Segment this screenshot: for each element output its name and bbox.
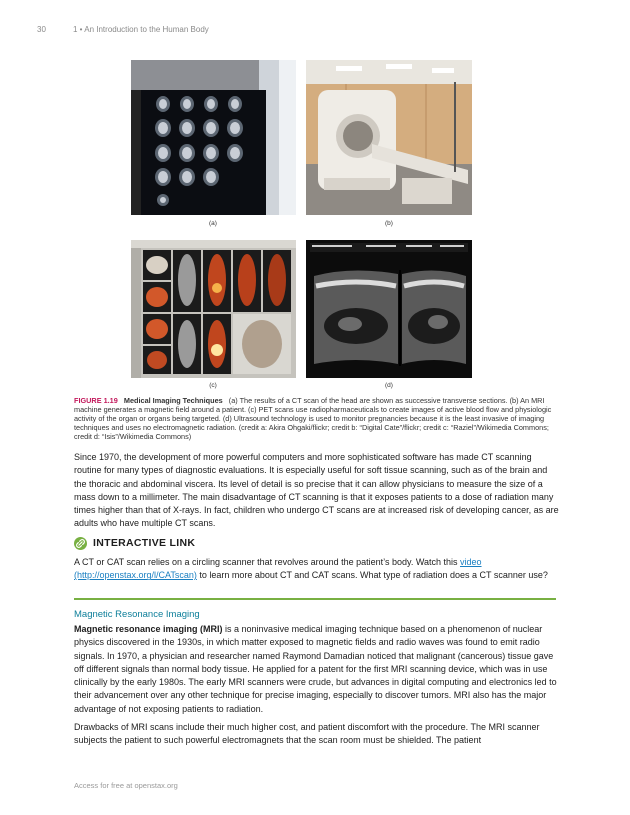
mri-section-title: Magnetic Resonance Imaging: [74, 609, 200, 620]
mri-paragraph-1: [74, 623, 559, 716]
ultrasound-image: [306, 240, 472, 378]
footer: Access for free at openstax.org: [74, 781, 178, 790]
interactive-link-text: [74, 556, 559, 583]
interactive-text-before: A CT or CAT scan relies on a circling scanner that revolves around the patient’s body. Watch this: [74, 557, 461, 567]
panel-label-b: (b): [385, 220, 393, 227]
video-link[interactable]: video (http://openstax.org/l/CATscan): [74, 557, 482, 581]
mri-paragraph-2: Drawbacks of MRI scans include their much higher cost, and patient discomfort with the procedure. The MRI scanner subjects the patient to such powerful electromagnets that the scan room must be shielded. The patient: [74, 722, 540, 746]
section-divider: [74, 598, 556, 600]
panel-label-d: (d): [385, 382, 393, 389]
mri-machine-image: [306, 60, 472, 215]
chapter-title: 1 • An Introduction to the Human Body: [73, 25, 209, 34]
ct-paragraph: Since 1970, the development of more powerful computers and more sophisticated software has made CT scanning routine for many types of diagnostic evaluations. It is especially useful for soft tissue scanning, such as of the brain and the thoracic and abdominal viscera. Its level of detail is so precise that it can allow physicians to measure the size of a mass down to a millimeter. The main disadvantage of CT scanning is that it exposes patients to a dose of radiation many times higher than that of X-rays. In fact, children who undergo CT scans are at increased risk of developing cancer, as are adults who have multiple CT scans.: [74, 452, 559, 529]
interactive-link-heading: [74, 535, 195, 551]
interactive-link-title: INTERACTIVE LINK: [93, 537, 196, 549]
mri-paragraph-1-text: is a noninvasive medical imaging technique based on a phenomenon of nuclear physics discovered in the 1930s, in which matter exposed to magnetic fields and radio waves was found to emit radio signals. In 1970, a physician and researcher named Raymond Damadian noticed that malignant (cancerous) tissue gave off different signals than normal body tissue. He applied for a patent for the first MRI scanning device, which was in use clinically by the early 1980s. The early MRI scanners were crude, but advances in digital computing and electronics led to their advancement over any other technique for precise imaging, especially to discover tumors. MRI also has the major advantage of not exposing patients to radiation.: [74, 624, 557, 714]
figure-caption-text: (a) The results of a CT scan of the head are shown as successive transverse sections. (b) An MRI machine generates a magnetic field around a patient. (c) PET scans use radiopharmaceuticals to create images of active blood flow and physiologic activity of the organ or organs being targeted. (d) Ultrasound technology is used to monitor pregnancies because it is the least invasive of imaging techniques and uses no electromagnetic radiation. (credit a: Akira Ohgaki/flickr; credit b: “Digital Cate”/flickr; credit c: “Raziel”/Wikimedia Commons; credit d: “Isis”/Wikimedia Commons): [74, 396, 552, 441]
link-icon: [74, 537, 87, 550]
panel-label-a: (a): [209, 220, 217, 227]
mri-term: Magnetic resonance imaging (MRI): [74, 624, 223, 634]
panel-label-c: (c): [209, 382, 217, 389]
interactive-text-after: to learn more about CT and CAT scans. What type of radiation does a CT scanner use?: [196, 570, 548, 581]
running-header: [37, 25, 209, 34]
pet-scan-image: [131, 240, 296, 378]
figure-caption: [74, 396, 559, 441]
figure-number: FIGURE 1.19: [74, 396, 118, 405]
figure-title: Medical Imaging Techniques: [123, 396, 223, 405]
ct-scan-image: [131, 60, 296, 215]
page-number: 30: [37, 25, 46, 34]
